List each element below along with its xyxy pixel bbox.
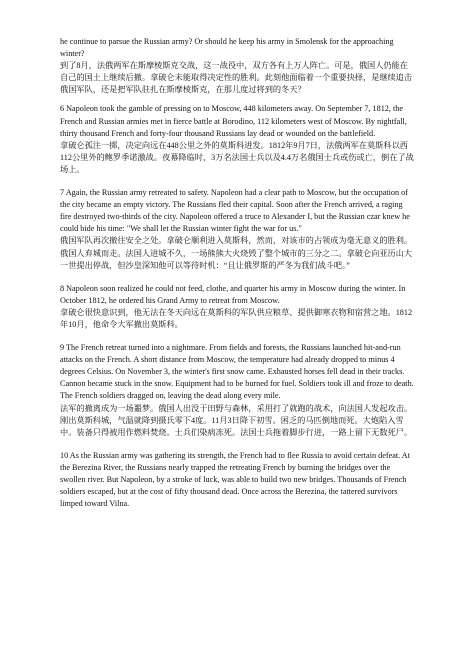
paragraph-7-zh: 俄国军队再次撤往安全之处。拿破仑顺利进入莫斯科，然而，对该市的占领成为毫无意义的胜利。俄国人弃城而走。法国人进城不久，一场熊熊大火烧毁了整个城市的三分之二。拿破仑向亚历山大一世提出停战，但沙皇深知他可以等待时机：“且让俄罗斯的严冬为我们战斗吧。” [60, 236, 413, 270]
paragraph-9-zh: 法军的撤离成为一场噩梦。俄国人出没于田野与森林，采用打了就跑的战术，向法国人发起攻击。刚出莫斯科城，气温就降到摄氏零下4度。11月3日降下初雪。困乏的马匹倒地而死。大炮陷入雪中。装备只得被用作燃料焚烧。士兵们染病冻死。法国士兵拖着脚步行进，一路上留下无数死尸。 [60, 403, 413, 437]
paragraph-6-zh: 拿破仑孤注一掷，决定向远在448公里之外的莫斯科进发。1812年9月7日，法俄两军在莫斯科以西112公里外的鲍罗季诺激战。夜幕降临时，3万名法国士兵以及4.4万名俄国士兵或伤或亡，倒在了战场上。 [60, 140, 414, 174]
paragraph-7-en: 7 Again, the Russian army retreated to safety. Napoleon had a clear path to Moscow, but the occupation of the city became an empty victory. The Russians fled their capital. Soon after the French arrived, a raging fire destroyed two-thirds of the city. Napoleon offered a truce to Alexander I, but the Russian czar knew he could bide his time: "We shall let the Russian winter fight the war for us." [60, 188, 410, 234]
paragraph-10-en: 10 As the Russian army was gathering its strength, the French had to flee Russia to avoid certain defeat. At the Berezina River, the Russians nearly trapped the retreating French by burning the bridges over the swollen river. But Napoleon, by a stroke of luck, was able to build two new bridges. Thousands of French soldiers escaped, but at the cost of fifty thousand dead. Once across the Berezina, the tattered survivors limped toward Vilna. [60, 450, 410, 509]
paragraph-8-en: 8 Napoleon soon realized he could not feed, clothe, and quarter his army in Moscow during the winter. In October 1812, he ordered his Grand Army to retreat from Moscow. [60, 283, 406, 305]
paragraph-8-zh: 拿破仑很快意识到，他无法在冬天向远在莫斯科的军队供应粮草、提供御寒衣物和宿营之地。1812年10月，他命令大军撤出莫斯科。 [60, 307, 413, 329]
paragraph-9-en: 9 The French retreat turned into a nightmare. From fields and forests, the Russians launched hit-and-run attacks on the French. A short distance from Moscow, the temperature had already dropped to minus 4 degrees Celsius. On November 3, the winter's first snow came. Exhausted horses fell dead in their tracks. Cannon became stuck in the snow. Equipment had to be burned for fuel. Soldiers took ill and froze to death. The French soldiers dragged on, leaving the dead along every mile. [60, 343, 414, 401]
paragraph-5-en: he continue to parsue the Russian army? Or should he keep his army in Smolensk for the approaching winter? [60, 37, 394, 59]
paragraph-6-en: 6 Napoleon took the gamble of pressing on to Moscow, 448 kilometers away. On September 7, 1812, the French and Russian armies met in fierce battle at Borodino, 112 kilometers west of Moscow. By nightfall, thirty thousand French and forty-four thousand Russians lay dead or wounded on the battlefield. [60, 104, 407, 138]
paragraph-5-zh: 到了8月，法俄两军在斯摩棱斯克交战，这一战役中，双方各有上万人阵亡。可是，俄国人仍能在自己的国土上继续后撤。拿破仑未能取得决定性的胜利。此刻他面临着一个重要抉择，是继续追击俄国军队，还是把军队驻扎在斯摩棱斯克，在那儿度过将到的冬天？ [60, 61, 413, 95]
